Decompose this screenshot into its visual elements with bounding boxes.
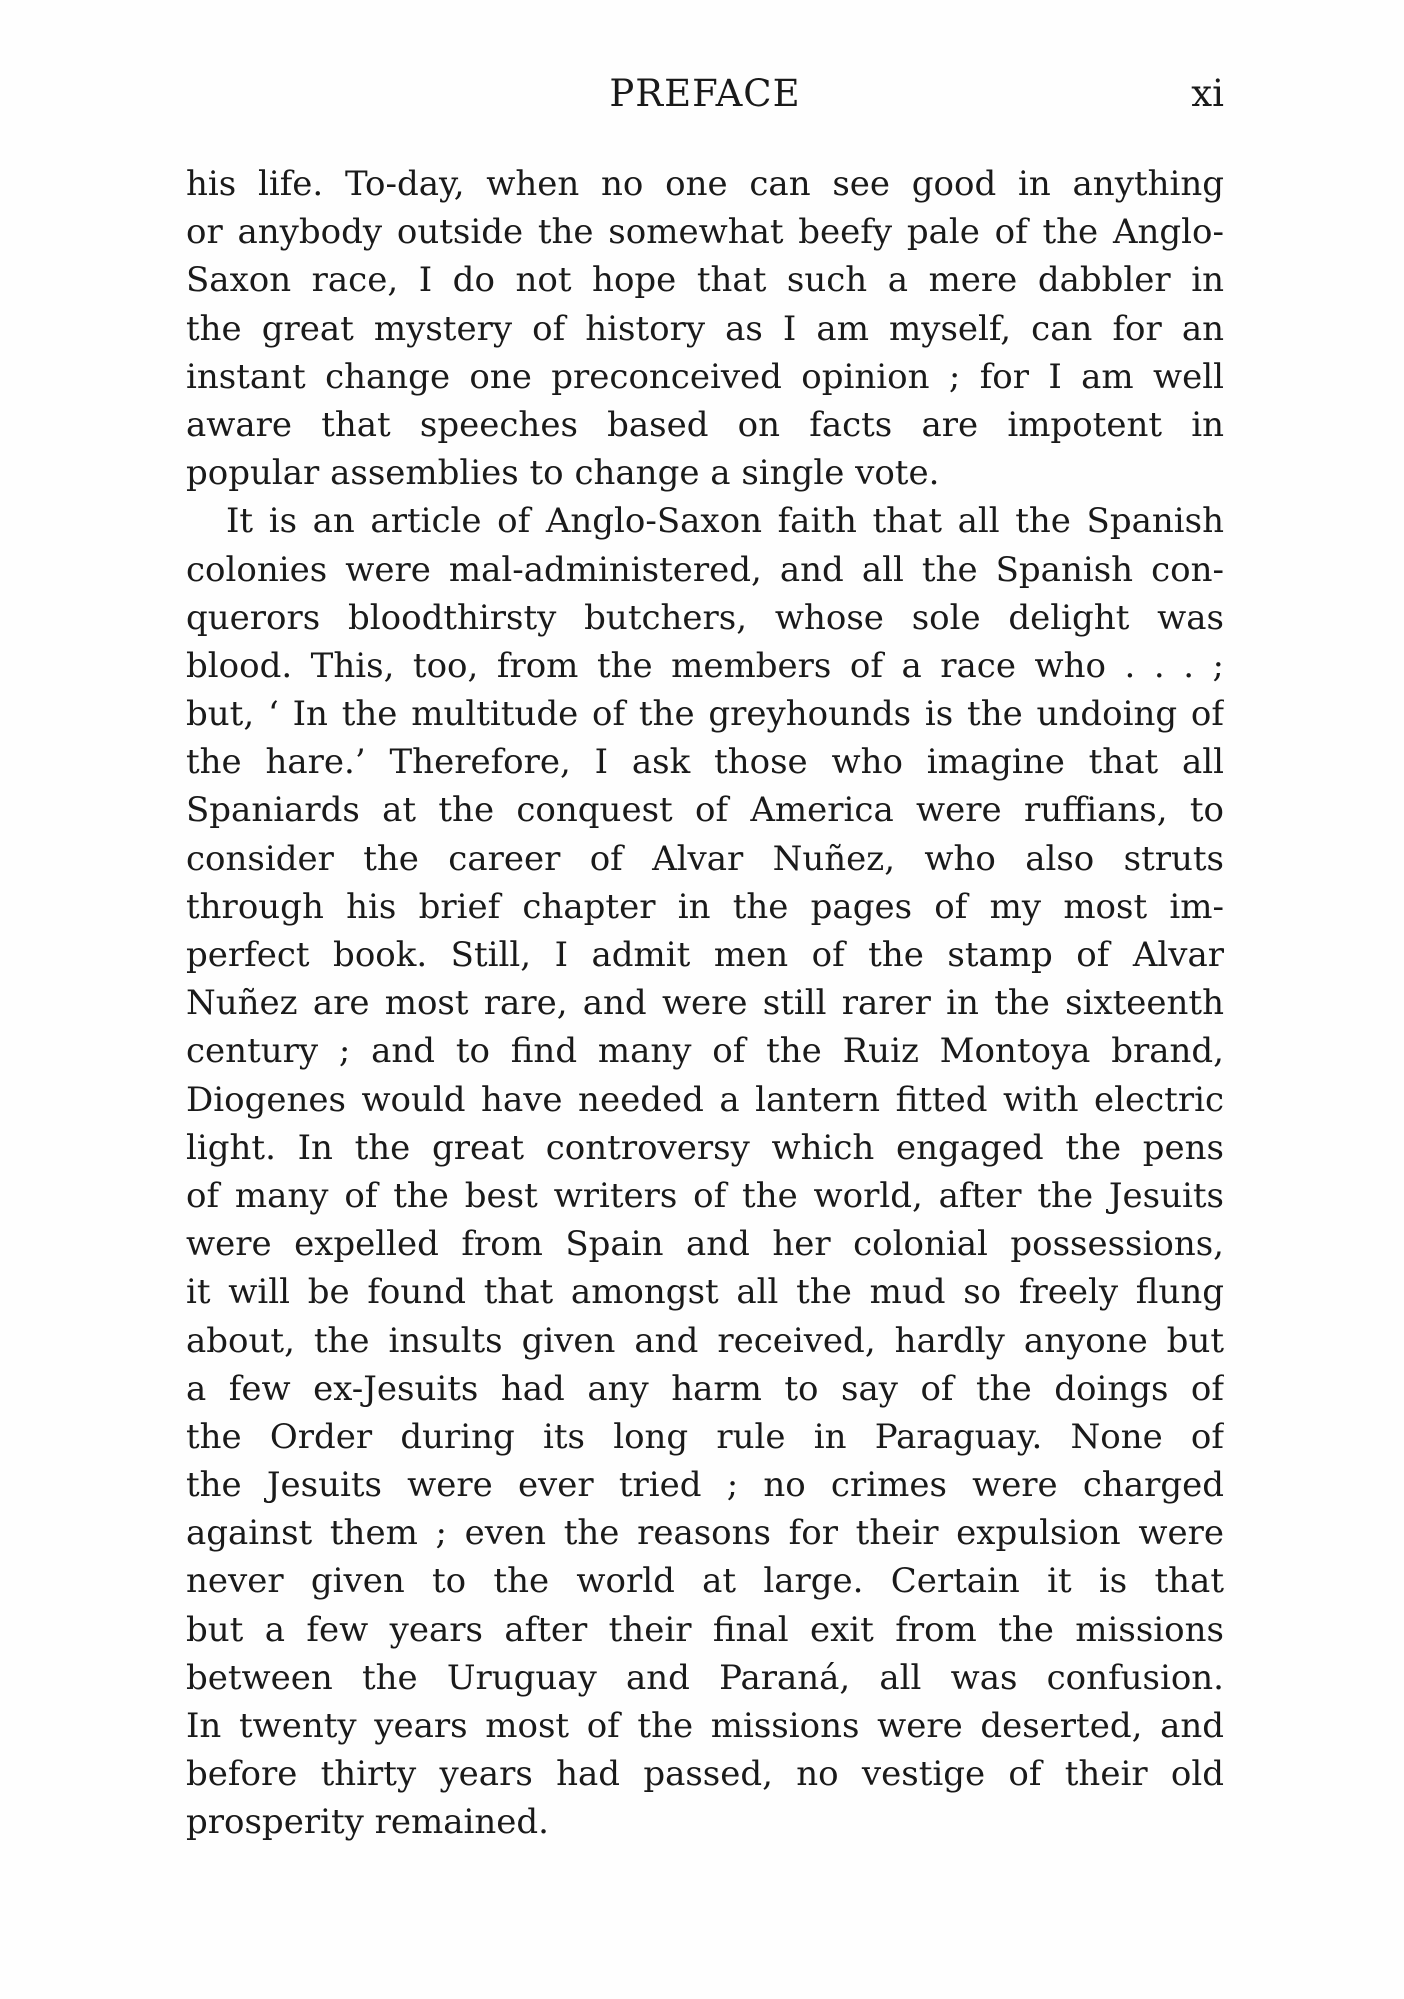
running-title: PREFACE — [609, 72, 801, 115]
text-line: of many of the best writers of the world, after the Jesuits — [186, 1175, 1224, 1216]
text-line: or anybody outside the somewhat beefy pale of the Anglo- — [186, 212, 1224, 253]
text-line: aware that speeches based on facts are impotent in — [186, 404, 1224, 445]
text-line: instant change one preconceived opinion ; for I am well — [186, 356, 1224, 397]
text-line: prosperity remained. — [186, 1802, 549, 1843]
text-line: but, ‘ In the multitude of the greyhounds is the undoing of — [186, 694, 1224, 735]
text-line: querors bloodthirsty butchers, whose sole delight was — [186, 597, 1224, 638]
text-line: against them ; even the reasons for their expulsion were — [186, 1513, 1224, 1554]
text-line: through his brief chapter in the pages of my most im- — [186, 886, 1224, 927]
text-line: it will be found that amongst all the mud so freely flung — [186, 1272, 1224, 1313]
text-line: consider the career of Alvar Nuñez, who also struts — [186, 838, 1224, 879]
text-line: century ; and to find many of the Ruiz Montoya brand, — [186, 1031, 1224, 1072]
text-line: Spaniards at the conquest of America were ruffians, to — [186, 790, 1224, 831]
text-line: Nuñez are most rare, and were still rarer in the sixteenth — [186, 983, 1224, 1024]
text-line: light. In the great controversy which engaged the pens — [186, 1127, 1224, 1168]
text-line: about, the insults given and received, hardly anyone but — [186, 1320, 1224, 1361]
text-line: It is an article of Anglo-Saxon faith that all the Spanish — [226, 501, 1224, 542]
body-text — [186, 160, 1224, 1847]
text-line: were expelled from Spain and her colonial possessions, — [186, 1224, 1224, 1265]
text-line: colonies were mal-administered, and all the Spanish con- — [186, 549, 1224, 590]
text-line: the Jesuits were ever tried ; no crimes were charged — [186, 1465, 1224, 1506]
text-line: but a few years after their final exit from the missions — [186, 1609, 1224, 1650]
text-line: before thirty years had passed, no vestige of their old — [186, 1754, 1224, 1795]
text-line: his life. To-day, when no one can see good in anything — [186, 164, 1224, 204]
running-head — [186, 72, 1224, 122]
text-line: perfect book. Still, I admit men of the stamp of Alvar — [186, 935, 1224, 975]
text-line: the Order during its long rule in Paraguay. None of — [186, 1416, 1224, 1457]
text-line: a few ex-Jesuits had any harm to say of the doings of — [186, 1368, 1224, 1409]
text-line: the great mystery of history as I am myself, can for an — [186, 308, 1224, 349]
text-line: never given to the world at large. Certain it is that — [186, 1561, 1224, 1602]
text-line: popular assemblies to change a single vote. — [186, 453, 940, 494]
text-line: In twenty years most of the missions were deserted, and — [186, 1706, 1224, 1746]
text-line: between the Uruguay and Paraná, all was confusion. — [186, 1657, 1224, 1698]
page-number: xi — [1191, 72, 1224, 115]
text-line: blood. This, too, from the members of a race who . . . ; — [186, 645, 1224, 686]
text-line: the hare.’ Therefore, I ask those who imagine that all — [186, 742, 1224, 783]
text-line: Saxon race, I do not hope that such a mere dabbler in — [186, 260, 1224, 301]
text-line: Diogenes would have needed a lantern fitted with electric — [186, 1079, 1224, 1120]
